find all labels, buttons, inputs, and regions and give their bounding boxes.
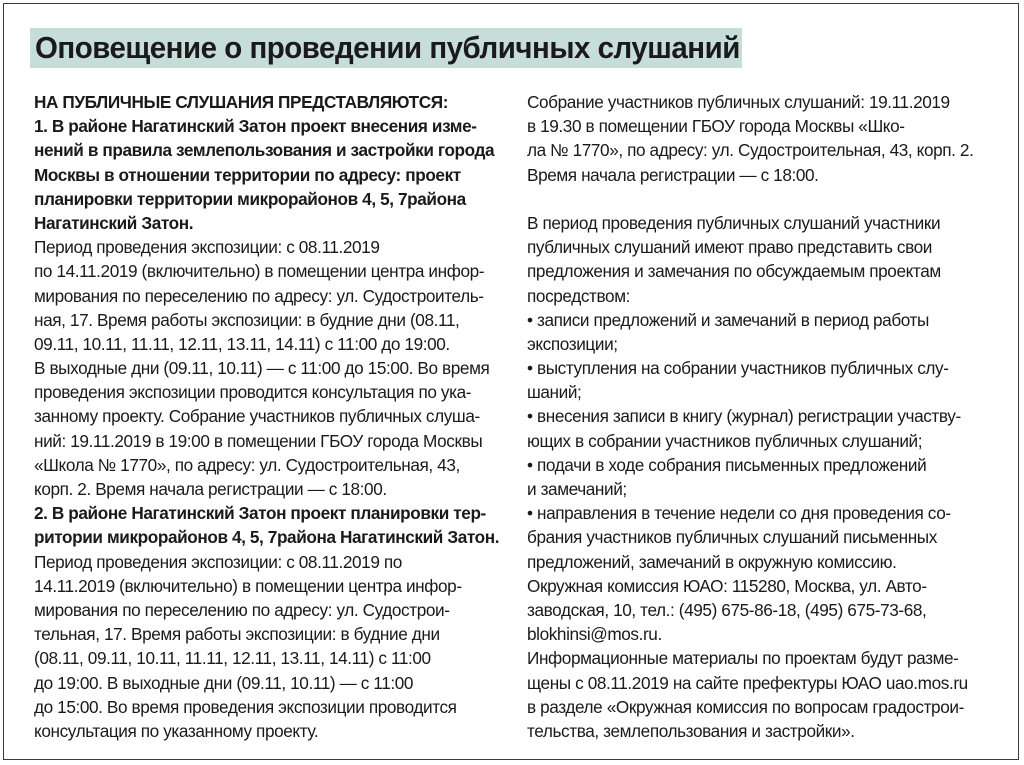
text-line: до 19:00. В выходные дни (09.11, 10.11) — с 11:00 xyxy=(34,672,414,693)
left-column xyxy=(34,90,504,743)
text-line: и замечаний; xyxy=(527,479,627,499)
text-line: В выходные дни (09.11, 10.11) — с 11:00 до 15:00. Во время xyxy=(34,358,490,379)
text-line: • выступления на собрании участников публичных слу- xyxy=(527,358,949,379)
text-line: blokhinsi@mos.ru. xyxy=(527,624,662,645)
text-line: Период проведения экспозиции: с 08.11.2019 xyxy=(34,237,380,258)
text-line: Москвы в отношении территории по адресу: проект xyxy=(34,164,461,185)
text-line: ная, 17. Время работы экспозиции: в будние дни (08.11, xyxy=(34,309,460,330)
text-line: 09.11, 10.11, 11.11, 12.11, 13.11, 14.11) с 11:00 до 19:00. xyxy=(34,333,450,354)
text-line: проведения экспозиции проводится консультация по ука- xyxy=(34,382,472,403)
text-line: Информационные материалы по проектам будут разме- xyxy=(527,648,959,669)
text-line: НА ПУБЛИЧНЫЕ СЛУШАНИЯ ПРЕДСТАВЛЯЮТСЯ: xyxy=(34,92,449,112)
right-column xyxy=(527,90,997,743)
text-line: тельная, 17. Время работы экспозиции: в будние дни xyxy=(34,624,440,645)
text-line: Время начала регистрации — с 18:00. xyxy=(527,164,819,185)
text-line: Период проведения экспозиции: с 08.11.2019 по xyxy=(34,551,402,572)
text-line: заводская, 10, тел.: (495) 675-86-18, (495) 675-73-68, xyxy=(527,599,927,620)
page-title: Оповещение о проведении публичных слушаний xyxy=(35,30,740,65)
text-line: Нагатинский Затон. xyxy=(34,212,194,233)
text-line: мирования по переселению по адресу: ул. Судостроитель- xyxy=(34,285,484,306)
text-line: до 15:00. Во время проведения экспозиции проводится xyxy=(34,696,457,717)
text-line: брания участников публичных слушаний письменных xyxy=(527,527,937,548)
text-line: (08.11, 09.11, 10.11, 11.11, 12.11, 13.11, 14.11) с 11:00 xyxy=(34,648,431,669)
text-line: консультация по указанному проекту. xyxy=(34,720,319,741)
text-line: щены с 08.11.2019 на сайте префектуры ЮАО uao.mos.ru xyxy=(527,672,968,693)
text-line: нений в правила землепользования и застройки города xyxy=(34,140,495,161)
text-line: • записи предложений и замечаний в период работы xyxy=(527,309,929,330)
text-line: занному проекту. Собрание участников публичных слуша- xyxy=(34,406,480,427)
text-line: мирования по переселению по адресу: ул. Судострои- xyxy=(34,599,450,620)
text-line: корп. 2. Время начала регистрации — с 18:00. xyxy=(34,479,387,499)
text-line: тельства, землепользования и застройки». xyxy=(527,720,855,741)
text-line: ющих в собрании участников публичных слушаний; xyxy=(527,430,923,451)
text-line: ла № 1770», по адресу: ул. Судостроительная, 43, корп. 2. xyxy=(527,140,974,161)
text-line: 14.11.2019 (включительно) в помещении центра инфор- xyxy=(34,575,462,596)
text-line: по 14.11.2019 (включительно) в помещении центра инфор- xyxy=(34,261,485,282)
text-line: Собрание участников публичных слушаний: 19.11.2019 xyxy=(527,92,950,112)
text-line: «Школа № 1770», по адресу: ул. Судостроительная, 43, xyxy=(34,454,460,475)
text-line: Окружная комиссия ЮАО: 115280, Москва, ул. Авто- xyxy=(527,575,927,596)
text-line: В период проведения публичных слушаний участники xyxy=(527,212,941,233)
text-line: посредством: xyxy=(527,285,630,306)
paragraph-gap xyxy=(527,187,997,211)
text-line: • направления в течение недели со дня проведения со- xyxy=(527,503,951,524)
text-line: 1. В районе Нагатинский Затон проект внесения изме- xyxy=(34,116,477,137)
text-line: ний: 19.11.2019 в 19:00 в помещении ГБОУ города Москвы xyxy=(34,430,483,451)
text-line: • внесения записи в книгу (журнал) регистрации участву- xyxy=(527,406,961,427)
text-line: предложения и замечания по обсуждаемым проектам xyxy=(527,261,941,282)
text-line: шаний; xyxy=(527,382,582,403)
text-line: публичных слушаний имеют право представить свои xyxy=(527,237,932,258)
text-line: ритории микрорайонов 4, 5, 7района Нагатинский Затон. xyxy=(34,527,500,548)
text-line: в разделе «Окружная комиссия по вопросам градострои- xyxy=(527,696,964,717)
text-line: планировки территории микрорайонов 4, 5, 7района xyxy=(34,188,466,209)
text-line: в 19.30 в помещении ГБОУ города Москвы «Шко- xyxy=(527,116,905,137)
text-line: экспозиции; xyxy=(527,333,618,354)
text-line: • подачи в ходе собрания письменных предложений xyxy=(527,454,927,475)
text-line: 2. В районе Нагатинский Затон проект планировки тер- xyxy=(34,503,486,524)
text-line: предложений, замечаний в окружную комиссию. xyxy=(527,551,897,572)
